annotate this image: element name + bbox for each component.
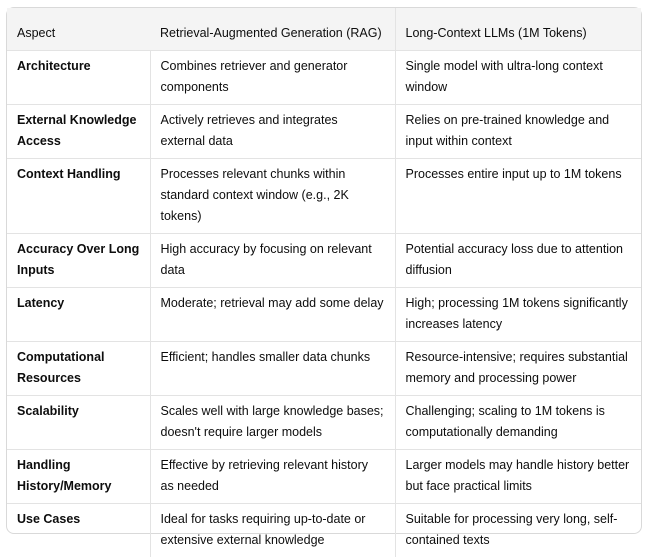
table-body <box>7 50 641 557</box>
header-rag: Retrieval-Augmented Generation (RAG) <box>150 8 395 50</box>
row-long-context: Suitable for processing very long, self-contained texts <box>405 511 618 547</box>
row-long-context: Resource-intensive; requires substantial memory and processing power <box>395 341 641 395</box>
table-row <box>7 233 641 287</box>
row-rag: Processes relevant chunks within standard context window (e.g., 2K tokens) <box>150 158 395 233</box>
row-aspect: Scalability <box>7 395 150 449</box>
row-aspect: Computational Resources <box>7 341 150 395</box>
row-long-context: Processes entire input up to 1M tokens <box>395 158 641 233</box>
row-rag: Ideal for tasks requiring up-to-date or extensive external knowledge <box>150 503 395 557</box>
header-long-context: Long-Context LLMs (1M Tokens) <box>395 8 641 50</box>
table-row <box>7 104 641 158</box>
table-row <box>7 287 641 341</box>
row-rag: Scales well with large knowledge bases; doesn't require larger models <box>150 395 395 449</box>
row-aspect: Accuracy Over Long Inputs <box>7 233 150 287</box>
header-aspect: Aspect <box>7 8 150 50</box>
row-long-context: Relies on pre-trained knowledge and input within context <box>395 104 641 158</box>
table-row <box>7 395 641 449</box>
comparison-table-container <box>6 7 642 547</box>
row-rag: Actively retrieves and integrates external data <box>150 104 395 158</box>
row-rag: Combines retriever and generator components <box>150 50 395 104</box>
row-long-context: Larger models may handle history better but face practical limits <box>395 449 641 503</box>
header-row <box>7 8 641 50</box>
row-aspect: Architecture <box>7 50 150 104</box>
row-long-context: Challenging; scaling to 1M tokens is computationally demanding <box>395 395 641 449</box>
row-long-context: High; processing 1M tokens significantly increases latency <box>395 287 641 341</box>
row-aspect: Handling History/Memory <box>7 449 150 503</box>
row-aspect: Latency <box>7 287 150 341</box>
table-header <box>7 8 641 50</box>
table-row <box>7 341 641 395</box>
row-rag: Efficient; handles smaller data chunks <box>150 341 395 395</box>
comparison-table <box>7 8 641 557</box>
row-long-context: Single model with ultra-long context window <box>395 50 641 104</box>
row-long-context: Potential accuracy loss due to attention diffusion <box>395 233 641 287</box>
row-aspect: Context Handling <box>7 158 150 233</box>
table-row <box>7 449 641 503</box>
row-rag: Moderate; retrieval may add some delay <box>150 287 395 341</box>
row-rag: High accuracy by focusing on relevant data <box>150 233 395 287</box>
table-row <box>7 158 641 233</box>
row-rag: Effective by retrieving relevant history as needed <box>150 449 395 503</box>
table-row <box>7 50 641 104</box>
row-aspect: External Knowledge Access <box>7 104 150 158</box>
table-row <box>7 503 641 557</box>
row-aspect: Use Cases <box>7 503 150 557</box>
